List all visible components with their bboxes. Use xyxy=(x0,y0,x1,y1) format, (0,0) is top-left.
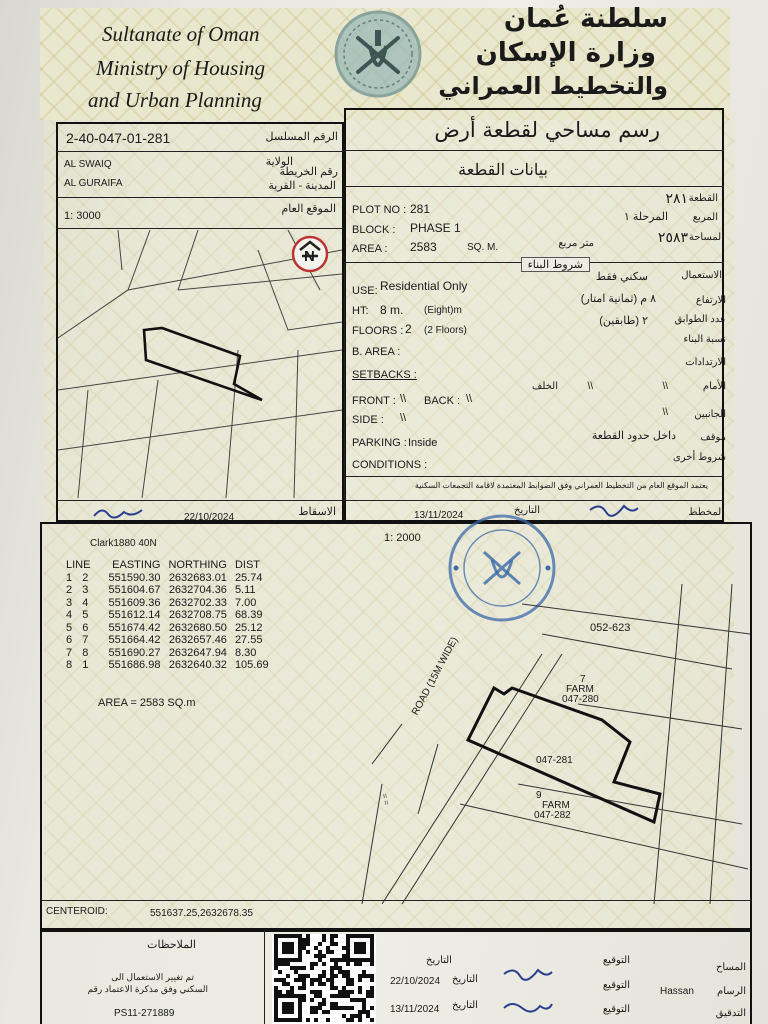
height-ar-label: الارتفاع xyxy=(695,295,726,306)
front-label: FRONT : xyxy=(352,395,396,407)
cell-northing: 2632708.75 xyxy=(168,609,227,621)
back-value: \\ xyxy=(466,393,473,405)
back-ar-label: الخلف xyxy=(532,381,558,392)
projection-label: الاسقاط xyxy=(298,506,336,518)
farm-7-id: 047-280 xyxy=(562,694,599,705)
front-ar-value: \\ xyxy=(662,381,668,392)
cell-easting: 551612.14 xyxy=(108,609,161,621)
area-label: AREA : xyxy=(352,243,388,255)
cell-line-from: 4 xyxy=(66,609,73,621)
parking-ar-label: موقف xyxy=(700,432,726,443)
centeroid-label: CENTEROID: xyxy=(46,906,108,917)
cell-line-to: 3 xyxy=(82,584,89,596)
back-ar-value: \\ xyxy=(587,381,593,392)
qr-code-pattern xyxy=(274,934,374,1022)
plot-data-subtitle: بيانات القطعة xyxy=(458,162,548,179)
conditions-label: CONDITIONS : xyxy=(352,459,428,471)
plot-no-value: 281 xyxy=(410,202,431,216)
cell-northing: 2632702.33 xyxy=(168,596,227,609)
divider xyxy=(344,262,345,502)
signature-mark xyxy=(500,964,556,982)
oman-emblem-icon xyxy=(330,6,426,102)
conditions-ar-label: شروط أخرى xyxy=(672,452,726,463)
serial-number-label: الرقم المسلسل xyxy=(265,131,338,143)
cell-dist: 27.55 xyxy=(234,634,263,646)
block-label: BLOCK : xyxy=(352,224,396,236)
floors-words: (2 Floors) xyxy=(424,325,467,336)
building-area-ar-label: نسبة البناء xyxy=(683,334,726,345)
divider xyxy=(264,930,265,1024)
cell-line-from: 2 xyxy=(66,584,73,596)
planner-label: المخطط xyxy=(688,507,724,518)
parking-label: PARKING : xyxy=(352,437,407,449)
divider xyxy=(40,900,752,901)
cell-dist: 7.00 xyxy=(234,596,257,609)
floors-ar-value: ٢ (طابقين) xyxy=(599,315,648,327)
table-header-line: LINE xyxy=(66,559,91,571)
signature-label-2: التوقيع xyxy=(602,980,630,991)
cell-line-from: 1 xyxy=(66,571,73,584)
cell-northing: 2632683.01 xyxy=(168,571,227,584)
plan-scale: 1: 2000 xyxy=(384,532,421,544)
area-ar-value: ٢٥٨٣ xyxy=(657,229,688,245)
village-value: AL GURAIFA xyxy=(64,178,123,189)
cell-easting: 551690.27 xyxy=(108,646,161,659)
farm-9-label: FARM xyxy=(542,800,570,811)
divider xyxy=(344,500,724,501)
block-value: PHASE 1 xyxy=(410,221,461,235)
setbacks-ar-label: الارتدادات xyxy=(685,357,726,368)
reference-number: PS11-271889 xyxy=(114,1008,175,1019)
plot-052-623: 052-623 xyxy=(590,622,631,634)
wilayat-value: AL SWAIQ xyxy=(64,159,112,170)
use-value: Residential Only xyxy=(380,279,468,293)
cell-dist: 25.12 xyxy=(234,621,263,634)
front-ar-label: الأمام xyxy=(702,381,726,392)
notes-title: الملاحظات xyxy=(147,939,196,951)
side-ar-label: الجانبين xyxy=(694,409,726,420)
header-en-line1: Sultanate of Oman xyxy=(102,22,260,46)
footer-date-1-label: التاريخ xyxy=(452,974,478,985)
cell-line-from: 5 xyxy=(66,621,73,634)
footer-date-2: 13/11/2024 xyxy=(390,1004,440,1015)
block-ar-value: المرحلة ١ xyxy=(623,211,668,223)
use-label: USE: xyxy=(352,285,378,297)
serial-number: 2-40-047-01-281 xyxy=(66,130,171,146)
floors-label: FLOORS : xyxy=(352,325,404,337)
area-summary: AREA = 2583 SQ.m xyxy=(98,697,196,709)
building-area-label: B. AREA : xyxy=(352,346,401,358)
cell-easting: 551609.36 xyxy=(108,596,161,609)
cell-line-to: 1 xyxy=(82,659,89,671)
table-header-northing: NORTHING xyxy=(168,559,227,571)
cell-dist: 68.39 xyxy=(234,609,263,621)
cell-dist: 25.74 xyxy=(234,571,263,584)
approval-date: 13/11/2024 xyxy=(414,510,464,521)
header-ar-line3: والتخطيط العمراني xyxy=(438,72,668,100)
farm-9-number: 9 xyxy=(536,790,542,801)
cell-northing: 2632704.36 xyxy=(168,584,227,596)
location-label: الموقع العام xyxy=(281,203,336,215)
cell-easting: 551590.30 xyxy=(108,571,161,584)
plot-no-ar-value: ٢٨١ xyxy=(665,190,688,206)
cell-line-to: 6 xyxy=(82,621,89,634)
centeroid-value: 551637.25,2632678.35 xyxy=(150,908,253,919)
svg-text:= =: = = xyxy=(380,792,391,806)
area-ar-unit: متر مربع xyxy=(558,238,594,249)
drafter-label: الرسام xyxy=(717,986,746,997)
approval-date-label: التاريخ xyxy=(514,505,540,516)
notes-line2: السكني وفق مذكرة الاعتماد رقم xyxy=(87,984,208,994)
footer-date-1: 22/10/2024 xyxy=(390,976,441,987)
signature-label-3: التوقيع xyxy=(602,1004,630,1015)
cell-easting: 551664.42 xyxy=(108,634,161,646)
farm-7-label: FARM xyxy=(566,684,594,695)
cell-easting: 551686.98 xyxy=(108,659,161,671)
farm-7-number: 7 xyxy=(580,674,586,685)
plot-no-label: PLOT NO : xyxy=(352,204,407,216)
location-scale: 1: 3000 xyxy=(64,210,101,222)
signature-mark xyxy=(90,504,150,522)
cell-line-to: 5 xyxy=(82,609,89,621)
notes-line1: تم تغيير الاستعمال الى xyxy=(111,972,194,982)
height-ar-value: ٨ م (ثمانية امتار) xyxy=(580,293,656,305)
front-value: \\ xyxy=(400,393,407,405)
side-label: SIDE : xyxy=(352,414,384,426)
table-header-easting: EASTING xyxy=(112,559,161,571)
north-label: N xyxy=(304,248,315,265)
village-label: المدينة - القرية xyxy=(268,180,336,192)
divider xyxy=(56,197,344,198)
cell-line-from: 6 xyxy=(66,634,73,646)
divider xyxy=(344,186,724,187)
use-ar-label: الاستعمال xyxy=(681,270,722,281)
header-en-line2: Ministry of Housing xyxy=(96,56,266,80)
parking-value: Inside xyxy=(408,437,438,449)
signature-mark xyxy=(586,500,642,518)
location-date: 22/10/2024 xyxy=(184,512,235,523)
cell-northing: 2632647.94 xyxy=(168,646,227,659)
cell-northing: 2632640.32 xyxy=(168,659,227,671)
surveyor-label: المساح xyxy=(715,962,746,973)
height-words: (Eight)m xyxy=(424,305,462,316)
cell-dist: 8.30 xyxy=(234,646,257,659)
parking-ar-value: داخل حدود القطعة xyxy=(591,430,676,442)
back-label: BACK : xyxy=(424,395,461,407)
wilayat-label: الولاية xyxy=(265,156,293,168)
cell-dist: 5.11 xyxy=(234,584,256,596)
side-ar-value: \\ xyxy=(662,407,668,418)
floors-ar-label: عدد الطوابق xyxy=(674,314,726,325)
area-value: 2583 xyxy=(410,240,437,254)
cell-line-from: 8 xyxy=(66,659,73,671)
height-value: 8 m. xyxy=(380,303,404,317)
divider xyxy=(344,476,724,477)
header-ar-line1: سلطنة عُمان xyxy=(503,4,668,34)
floors-value: 2 xyxy=(405,322,412,336)
block-ar-label: المربع xyxy=(692,212,718,223)
header-en-line3: and Urban Planning xyxy=(88,88,262,112)
signature-label-1: التوقيع xyxy=(602,955,630,966)
planning-footnote: يعتمد الموقع العام من التخطيط العمراني وفق الضوابط المعتمدة لاقامة التجمعات السكنية xyxy=(414,481,708,490)
divider xyxy=(56,228,344,229)
footer-date-label: التاريخ xyxy=(426,955,452,966)
cell-line-from: 3 xyxy=(66,596,73,609)
divider xyxy=(56,500,344,501)
height-label: HT: xyxy=(352,305,369,317)
divider xyxy=(56,151,344,152)
table-header-dist: DIST xyxy=(234,559,260,571)
signature-mark xyxy=(500,998,556,1016)
cell-line-to: 4 xyxy=(82,596,89,609)
plot-no-ar-label: القطعة xyxy=(688,193,718,204)
map-number-label: رقم الخريطة xyxy=(279,166,338,178)
divider xyxy=(344,150,724,151)
checker-label: التدقيق xyxy=(715,1008,746,1019)
cell-line-to: 8 xyxy=(82,646,89,659)
cell-easting: 551674.42 xyxy=(108,621,161,634)
setbacks-label: SETBACKS : xyxy=(352,369,417,381)
survey-plan-drawing xyxy=(42,524,750,904)
plot-047-281: 047-281 xyxy=(536,755,573,766)
area-unit: SQ. M. xyxy=(467,242,499,253)
side-value: \\ xyxy=(400,412,407,424)
cell-line-from: 7 xyxy=(66,646,73,659)
cell-line-to: 2 xyxy=(82,571,89,584)
building-conditions-title: شروط البناء xyxy=(521,257,590,272)
cell-line-to: 7 xyxy=(82,634,89,646)
area-ar-label: المساحة xyxy=(688,232,724,243)
use-ar-value: سكني فقط xyxy=(595,271,648,283)
farm-9-id: 047-282 xyxy=(534,810,571,821)
drafter-name: Hassan xyxy=(660,986,694,997)
cell-northing: 2632657.46 xyxy=(168,634,227,646)
plot-sketch-title: رسم مساحي لقطعة أرض xyxy=(434,118,660,142)
cell-northing: 2632680.50 xyxy=(168,621,227,634)
footer-date-2-label: التاريخ xyxy=(452,1000,478,1011)
cell-dist: 105.69 xyxy=(234,659,269,671)
header-ar-line2: وزارة الإسكان xyxy=(475,38,656,68)
datum: Clark1880 40N xyxy=(90,538,157,549)
cell-easting: 551604.67 xyxy=(108,584,161,596)
road-label: ROAD (15M WIDE) xyxy=(410,635,461,718)
